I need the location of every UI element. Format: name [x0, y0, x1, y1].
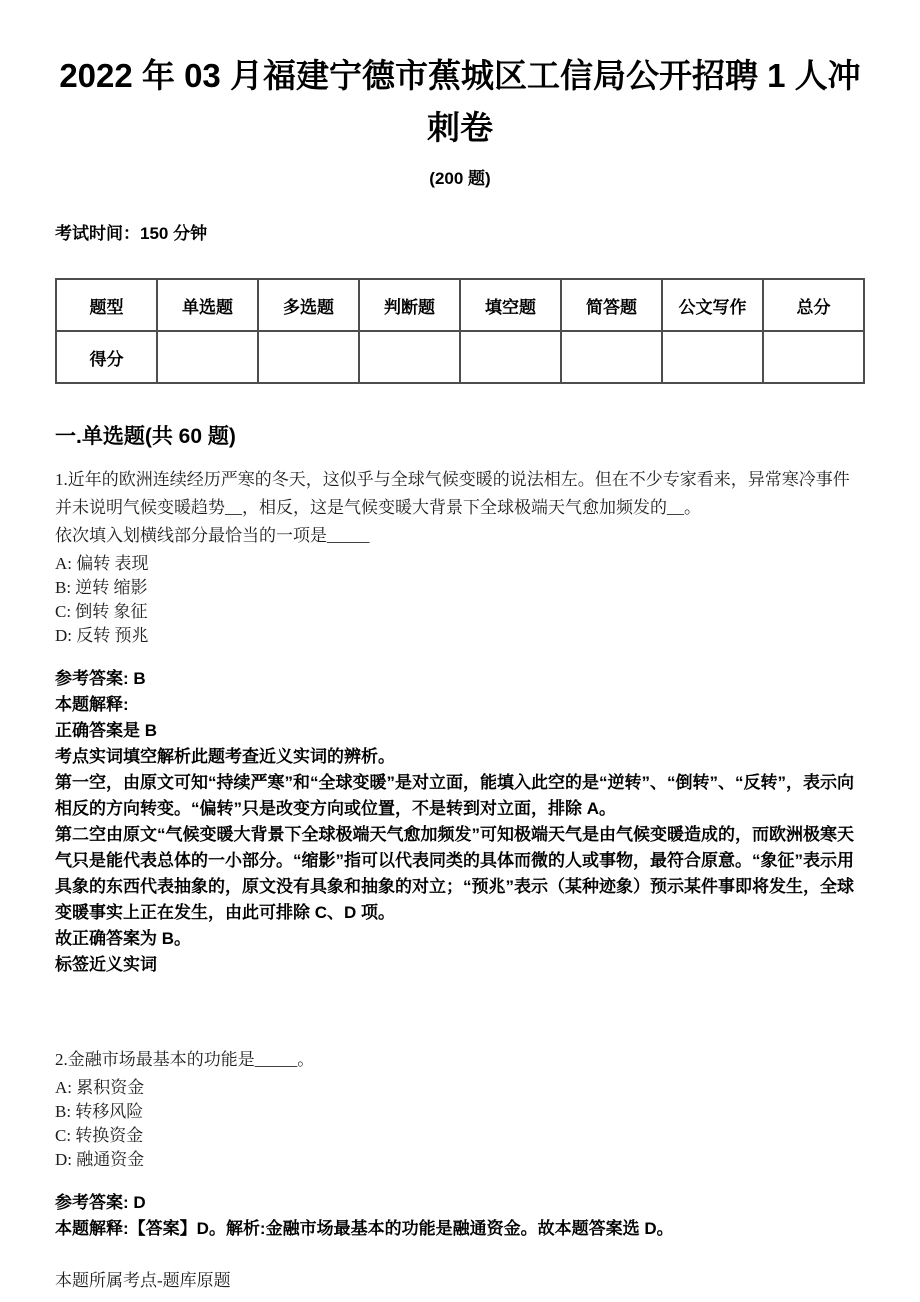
score-cell-empty — [662, 331, 763, 383]
question-2-stem: 2.金融市场最基本的功能是_____。 — [55, 1050, 315, 1069]
page-title: 2022 年 03 月福建宁德市蕉城区工信局公开招聘 1 人冲刺卷 — [59, 57, 861, 146]
score-table-header-cell: 总分 — [763, 279, 864, 331]
score-table-header-cell: 判断题 — [359, 279, 460, 331]
option-b: B: 转移风险 — [55, 1102, 144, 1121]
explanation-paragraph: 第二空由原文“气候变暖大背景下全球极端天气愈加频发”可知极端天气是由气候变暖造成的，而欧洲极寒天气只是能代表总体的一小部分。“缩影”指可以代表同类的具体而微的人或事物，最符合原意。“象征”表示用具象的东西代表抽象的，原文没有具象和抽象的对立；“预兆”表示（某种迹象）预示某件事即将发生，全球变暖事实上正在发生，由此可排除 C、D 项。 — [55, 825, 854, 922]
score-cell-empty — [258, 331, 359, 383]
option-a: A: 偏转 表现 — [55, 554, 149, 573]
score-table-header-row — [56, 279, 864, 331]
section-heading-single-choice: 一.单选题(共 60 题) — [55, 425, 236, 448]
score-cell-empty — [763, 331, 864, 383]
explanation-label: 本题解释: — [55, 695, 129, 714]
option-c: C: 倒转 象征 — [55, 602, 148, 621]
score-table-header-cell: 题型 — [56, 279, 157, 331]
question-1-answer-block — [55, 666, 865, 978]
question-count-subtitle: (200 题) — [429, 169, 491, 188]
explanation-paragraph: 正确答案是 B — [55, 721, 157, 740]
explanation-paragraph: 故正确答案为 B。 — [55, 929, 191, 948]
score-row-label: 得分 — [56, 331, 157, 383]
option-d: D: 融通资金 — [55, 1150, 145, 1169]
question-2-note: 本题所属考点-题库原题 — [55, 1271, 231, 1290]
question-1-prompt: 依次填入划横线部分最恰当的一项是_____ — [55, 526, 370, 545]
explanation-tag: 标签近义实词 — [55, 955, 157, 974]
score-table — [55, 278, 865, 384]
explanation-paragraph: 考点实词填空解析此题考查近义实词的辨析。 — [55, 747, 395, 766]
question-2 — [55, 1046, 865, 1291]
question-1 — [55, 466, 865, 978]
option-b: B: 逆转 缩影 — [55, 578, 148, 597]
question-1-stem-text: 1.近年的欧洲连续经历严寒的冬天，这似乎与全球气候变暖的说法相左。但在不少专家看来，异常寒冷事件并未说明气候变暖趋势__，相反，这是气候变暖大背景下全球极端天气愈加频发的__。 — [55, 470, 850, 517]
question-2-options — [55, 1076, 865, 1172]
score-table-header-cell: 公文写作 — [662, 279, 763, 331]
reference-answer: 参考答案: D — [55, 1193, 146, 1212]
score-table-header-cell: 简答题 — [561, 279, 662, 331]
score-cell-empty — [359, 331, 460, 383]
score-table-header-cell: 单选题 — [157, 279, 258, 331]
option-d: D: 反转 预兆 — [55, 626, 149, 645]
option-c: C: 转换资金 — [55, 1126, 144, 1145]
exam-duration-label: 考试时间：150 分钟 — [55, 224, 208, 243]
option-a: A: 累积资金 — [55, 1078, 145, 1097]
score-cell-empty — [561, 331, 662, 383]
score-table-header-cell: 填空题 — [460, 279, 561, 331]
question-1-stem — [55, 466, 865, 550]
question-1-options — [55, 552, 865, 648]
reference-answer: 参考答案: B — [55, 669, 146, 688]
score-table-score-row — [56, 331, 864, 383]
explanation-paragraph: 第一空，由原文可知“持续严寒”和“全球变暖”是对立面，能填入此空的是“逆转”、“倒转”、“反转”，表示向相反的方向转变。“偏转”只是改变方向或位置，不是转到对立面，排除 A。 — [55, 773, 854, 818]
score-cell-empty — [157, 331, 258, 383]
question-2-answer-block — [55, 1190, 865, 1242]
explanation-line: 本题解释:【答案】D。解析:金融市场最基本的功能是融通资金。故本题答案选 D。 — [55, 1219, 674, 1238]
score-table-header-cell: 多选题 — [258, 279, 359, 331]
score-cell-empty — [460, 331, 561, 383]
